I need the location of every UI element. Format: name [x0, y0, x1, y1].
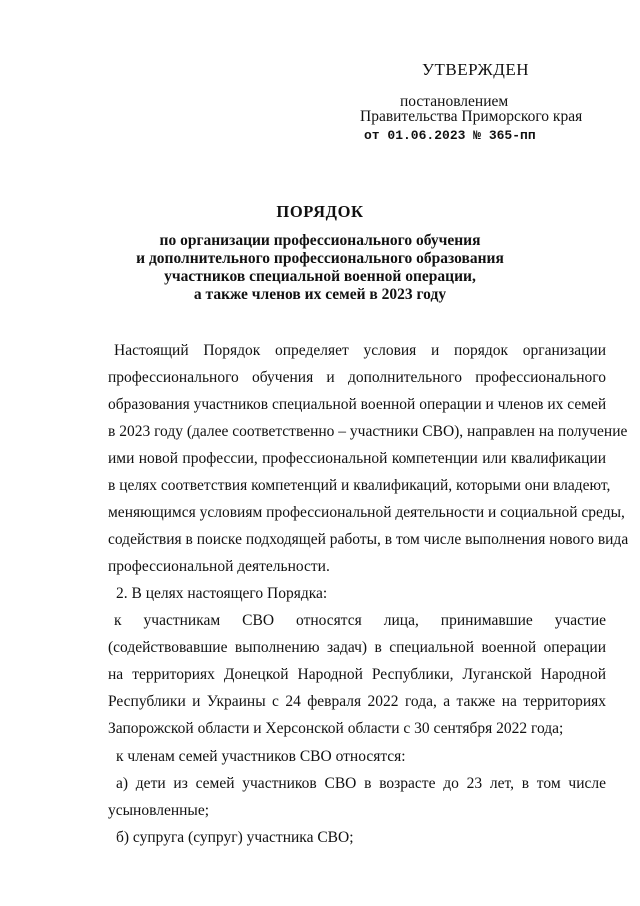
- body-line: в 2023 году (далее соответственно – участники СВО), направлен на получение: [108, 423, 628, 440]
- body-line: профессиональной деятельности.: [108, 558, 330, 575]
- body-line: Республики и Украины с 24 февраля 2022 года, а также на территориях: [108, 693, 606, 710]
- body-line: (содействовавшие выполнению задач) в специальной военной операции: [108, 639, 606, 656]
- document-title: ПОРЯДОК: [276, 202, 364, 221]
- subtitle-line: а также членов их семей в 2023 году: [193, 286, 447, 303]
- body-line: Запорожской области и Херсонской области с 30 сентября 2022 года;: [108, 720, 564, 737]
- body-line: содействия в поиске подходящей работы, в том числе выполнения нового вида: [108, 531, 629, 548]
- subtitle-line: по организации профессионального обучения: [159, 232, 481, 249]
- body-line: профессионального обучения и дополнительного профессионального: [108, 369, 606, 386]
- body-line: Настоящий Порядок определяет условия и порядок организации: [114, 342, 606, 359]
- list-item-a: а) дети из семей участников СВО в возрасте до 23 лет, в том числе: [116, 775, 606, 792]
- body-line: в целях соответствия компетенций и квалификаций, которыми они владеют,: [108, 477, 611, 494]
- approval-line-2: Правительства Приморского края: [360, 108, 583, 125]
- list-item-b: б) супруга (супруг) участника СВО;: [116, 829, 354, 846]
- body-line: к членам семей участников СВО относятся:: [116, 748, 406, 765]
- list-item-a-cont: усыновленные;: [108, 802, 210, 819]
- approval-date-number: от 01.06.2023 № 365-пп: [364, 128, 536, 143]
- body-line: образования участников специальной военной операции и членов их семей: [108, 396, 607, 413]
- approval-title: УТВЕРЖДЕН: [422, 60, 529, 79]
- body-line: к участникам СВО относятся лица, принимавшие участие: [114, 612, 606, 629]
- body-line: ими новой профессии, профессиональной компетенции или квалификации: [108, 450, 606, 467]
- body-line: меняющимся условиям профессиональной деятельности и социальной среды,: [108, 504, 625, 521]
- body-line: на территориях Донецкой Народной Республики, Луганской Народной: [108, 666, 606, 683]
- subtitle-line: участников специальной военной операции,: [164, 268, 476, 285]
- approval-line-1: постановлением: [400, 93, 509, 110]
- subtitle-line: и дополнительного профессионального образования: [136, 250, 504, 267]
- section-heading: 2. В целях настоящего Порядка:: [116, 585, 328, 602]
